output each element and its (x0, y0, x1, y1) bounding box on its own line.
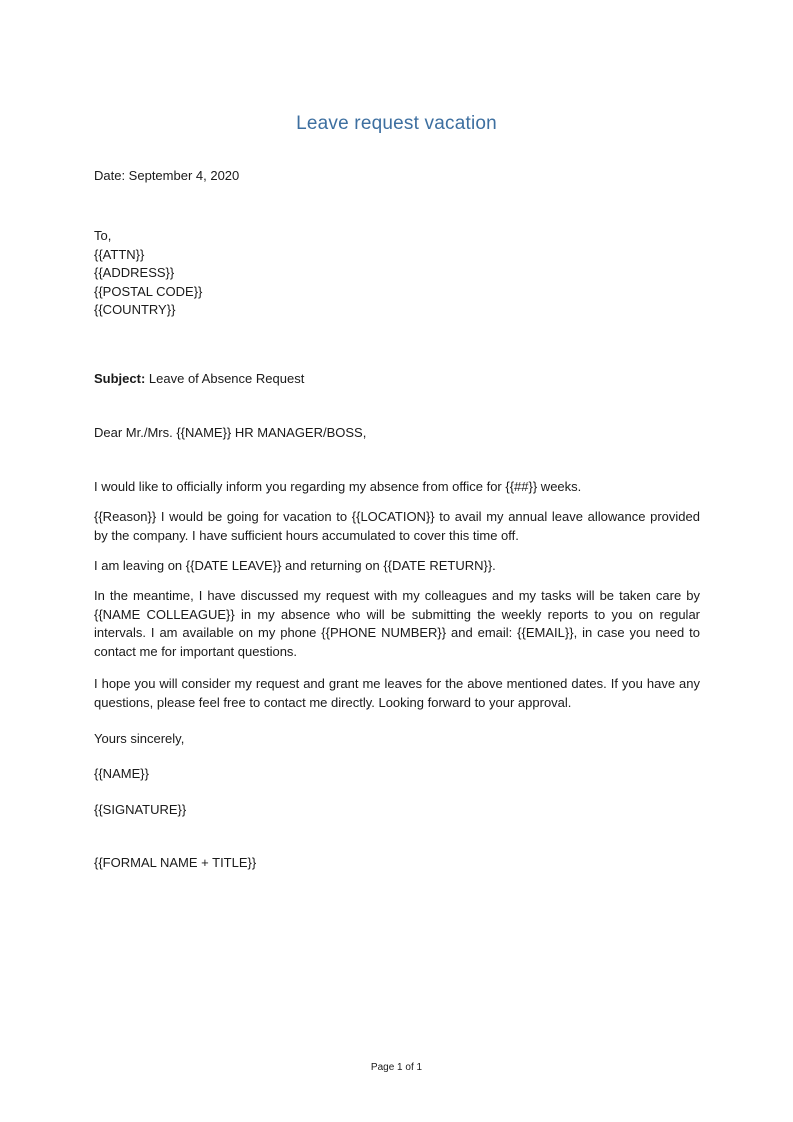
recipient-block (94, 227, 700, 320)
salutation: Dear Mr./Mrs. {{NAME}} HR MANAGER/BOSS, (94, 425, 367, 440)
paragraph-5: I hope you will consider my request and grant me leaves for the above mentioned dates. If you have any questions, please feel free to contact me directly. Looking forward to your approval. (94, 676, 700, 710)
page-number: Page 1 of 1 (370, 1062, 423, 1073)
recipient-postal-code: {{POSTAL CODE}} (94, 283, 203, 299)
recipient-attn: {{ATTN}} (94, 246, 145, 262)
recipient-to: To, (94, 228, 112, 243)
closing: Yours sincerely, (94, 731, 185, 746)
document-title: Leave request vacation (296, 113, 497, 134)
paragraph-2: {{Reason}} I would be going for vacation to {{LOCATION}} to avail my annual leave allowance provided by the company. I have sufficient hours accumulated to cover this time off. (94, 509, 700, 543)
recipient-country: {{COUNTRY}} (94, 302, 176, 317)
subject-text: Leave of Absence Request (145, 371, 305, 386)
date-line: Date: September 4, 2020 (94, 168, 240, 183)
paragraph-3: I am leaving on {{DATE LEAVE}} and returning on {{DATE RETURN}}. (94, 558, 496, 573)
subject-line (94, 370, 700, 389)
sender-name: {{NAME}} (94, 766, 149, 781)
paragraph-4: In the meantime, I have discussed my request with my colleagues and my tasks will be taken care by {{NAME COLLEAGUE}} in my absence who will be submitting the weekly reports to you on regular intervals. I am available on my phone {{PHONE NUMBER}} and email: {{EMAIL}}, in case you need to contact me for important questions. (94, 588, 700, 659)
recipient-address: {{ADDRESS}} (94, 265, 175, 280)
subject-label: Subject: (94, 371, 146, 386)
sender-formal-name: {{FORMAL NAME + TITLE}} (94, 855, 257, 870)
sender-signature: {{SIGNATURE}} (94, 802, 187, 817)
paragraph-1: I would like to officially inform you regarding my absence from office for {{##}} weeks. (94, 479, 582, 494)
